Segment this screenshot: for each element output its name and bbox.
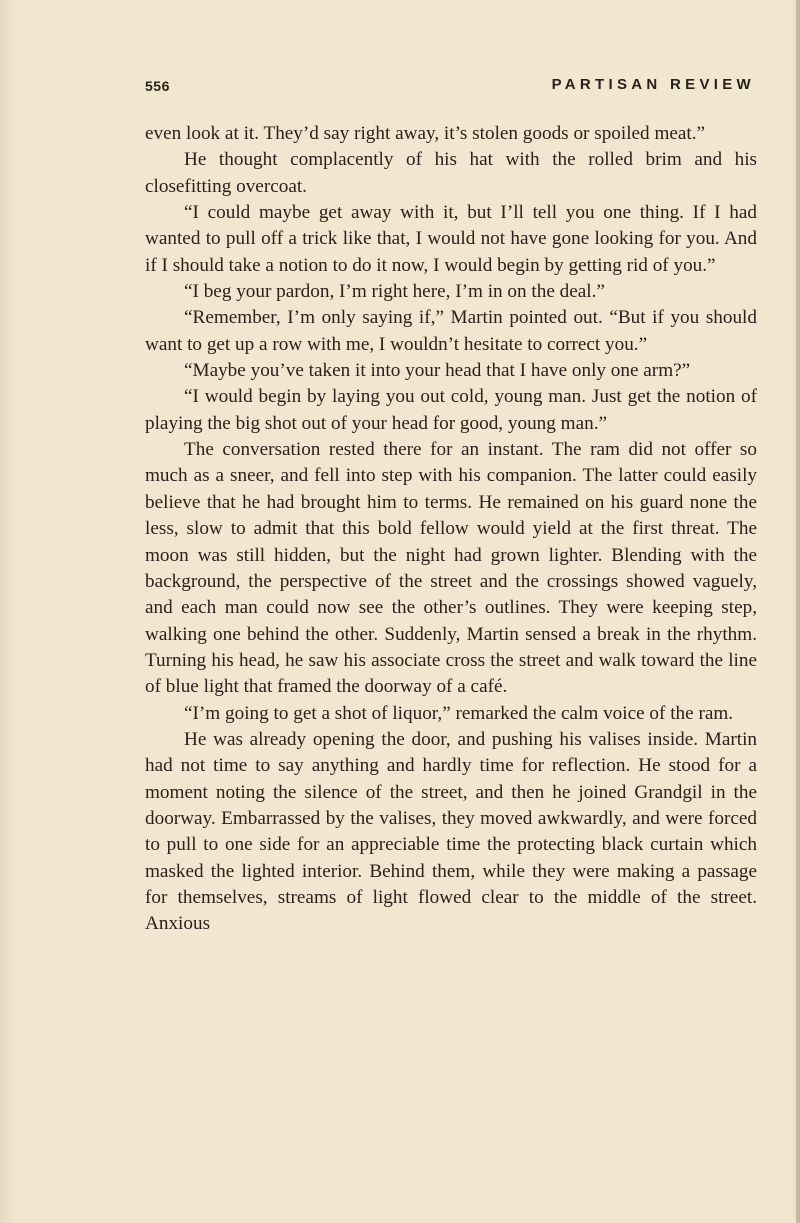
paragraph: “Maybe you’ve taken it into your head that I have only one arm?” (184, 360, 691, 382)
paragraph: He thought complacently of his hat with the rolled brim and his closefitting overcoat. (145, 149, 757, 197)
paragraph: The conversation rested there for an instant. The ram did not offer so much as a sneer, and fell into step with his companion. The latter could easily believe that he had brought him to terms. He remained on his guard none the less, slow to admit that this bold fellow would yield at the first threat. The moon was still hidden, but the night had grown lighter. Blending with the background, the perspective of the street and the crossings showed vaguely, and each man could now see the other’s outlines. They were keeping step, walking one behind the other. Suddenly, Martin sensed a break in the rhythm. Turning his head, he saw his associate cross the street and walk toward the line of blue light that framed the doorway of a café. (145, 439, 757, 698)
paragraph: “I could maybe get away with it, but I’ll tell you one thing. If I had wanted to pull off a trick like that, I would not have gone looking for you. And if I should take a notion to do it now, I would begin by getting rid of you.” (145, 202, 757, 276)
paragraph: even look at it. They’d say right away, it’s stolen goods or spoiled meat.” (145, 123, 706, 144)
paragraph: “I beg your pardon, I’m right here, I’m in on the deal.” (184, 281, 605, 303)
page-edge-shadow (796, 0, 800, 1223)
paragraph: He was already opening the door, and pushing his valises inside. Martin had not time to say anything and hardly time for reflection. He stood for a moment noting the silence of the street, and then he joined Grandgil in the doorway. Embarrassed by the valises, they moved awkwardly, and were forced to pull to one side for an appreciable time the protecting black curtain which masked the lighted interior. Behind them, while they were making a passage for themselves, streams of light flowed clear to the middle of the street. Anxious (145, 728, 757, 935)
body-text (145, 121, 757, 938)
page-number: 556 (145, 78, 170, 94)
running-head: PARTISAN REVIEW (551, 76, 755, 93)
page-header (145, 76, 755, 100)
paragraph: “Remember, I’m only saying if,” Martin pointed out. “But if you should want to get up a row with me, I wouldn’t hesitate to correct you.” (145, 307, 757, 355)
paragraph: “I’m going to get a shot of liquor,” remarked the calm voice of the ram. (184, 702, 734, 724)
paragraph: “I would begin by laying you out cold, young man. Just get the notion of playing the big shot out of your head for good, young man.” (145, 386, 757, 434)
